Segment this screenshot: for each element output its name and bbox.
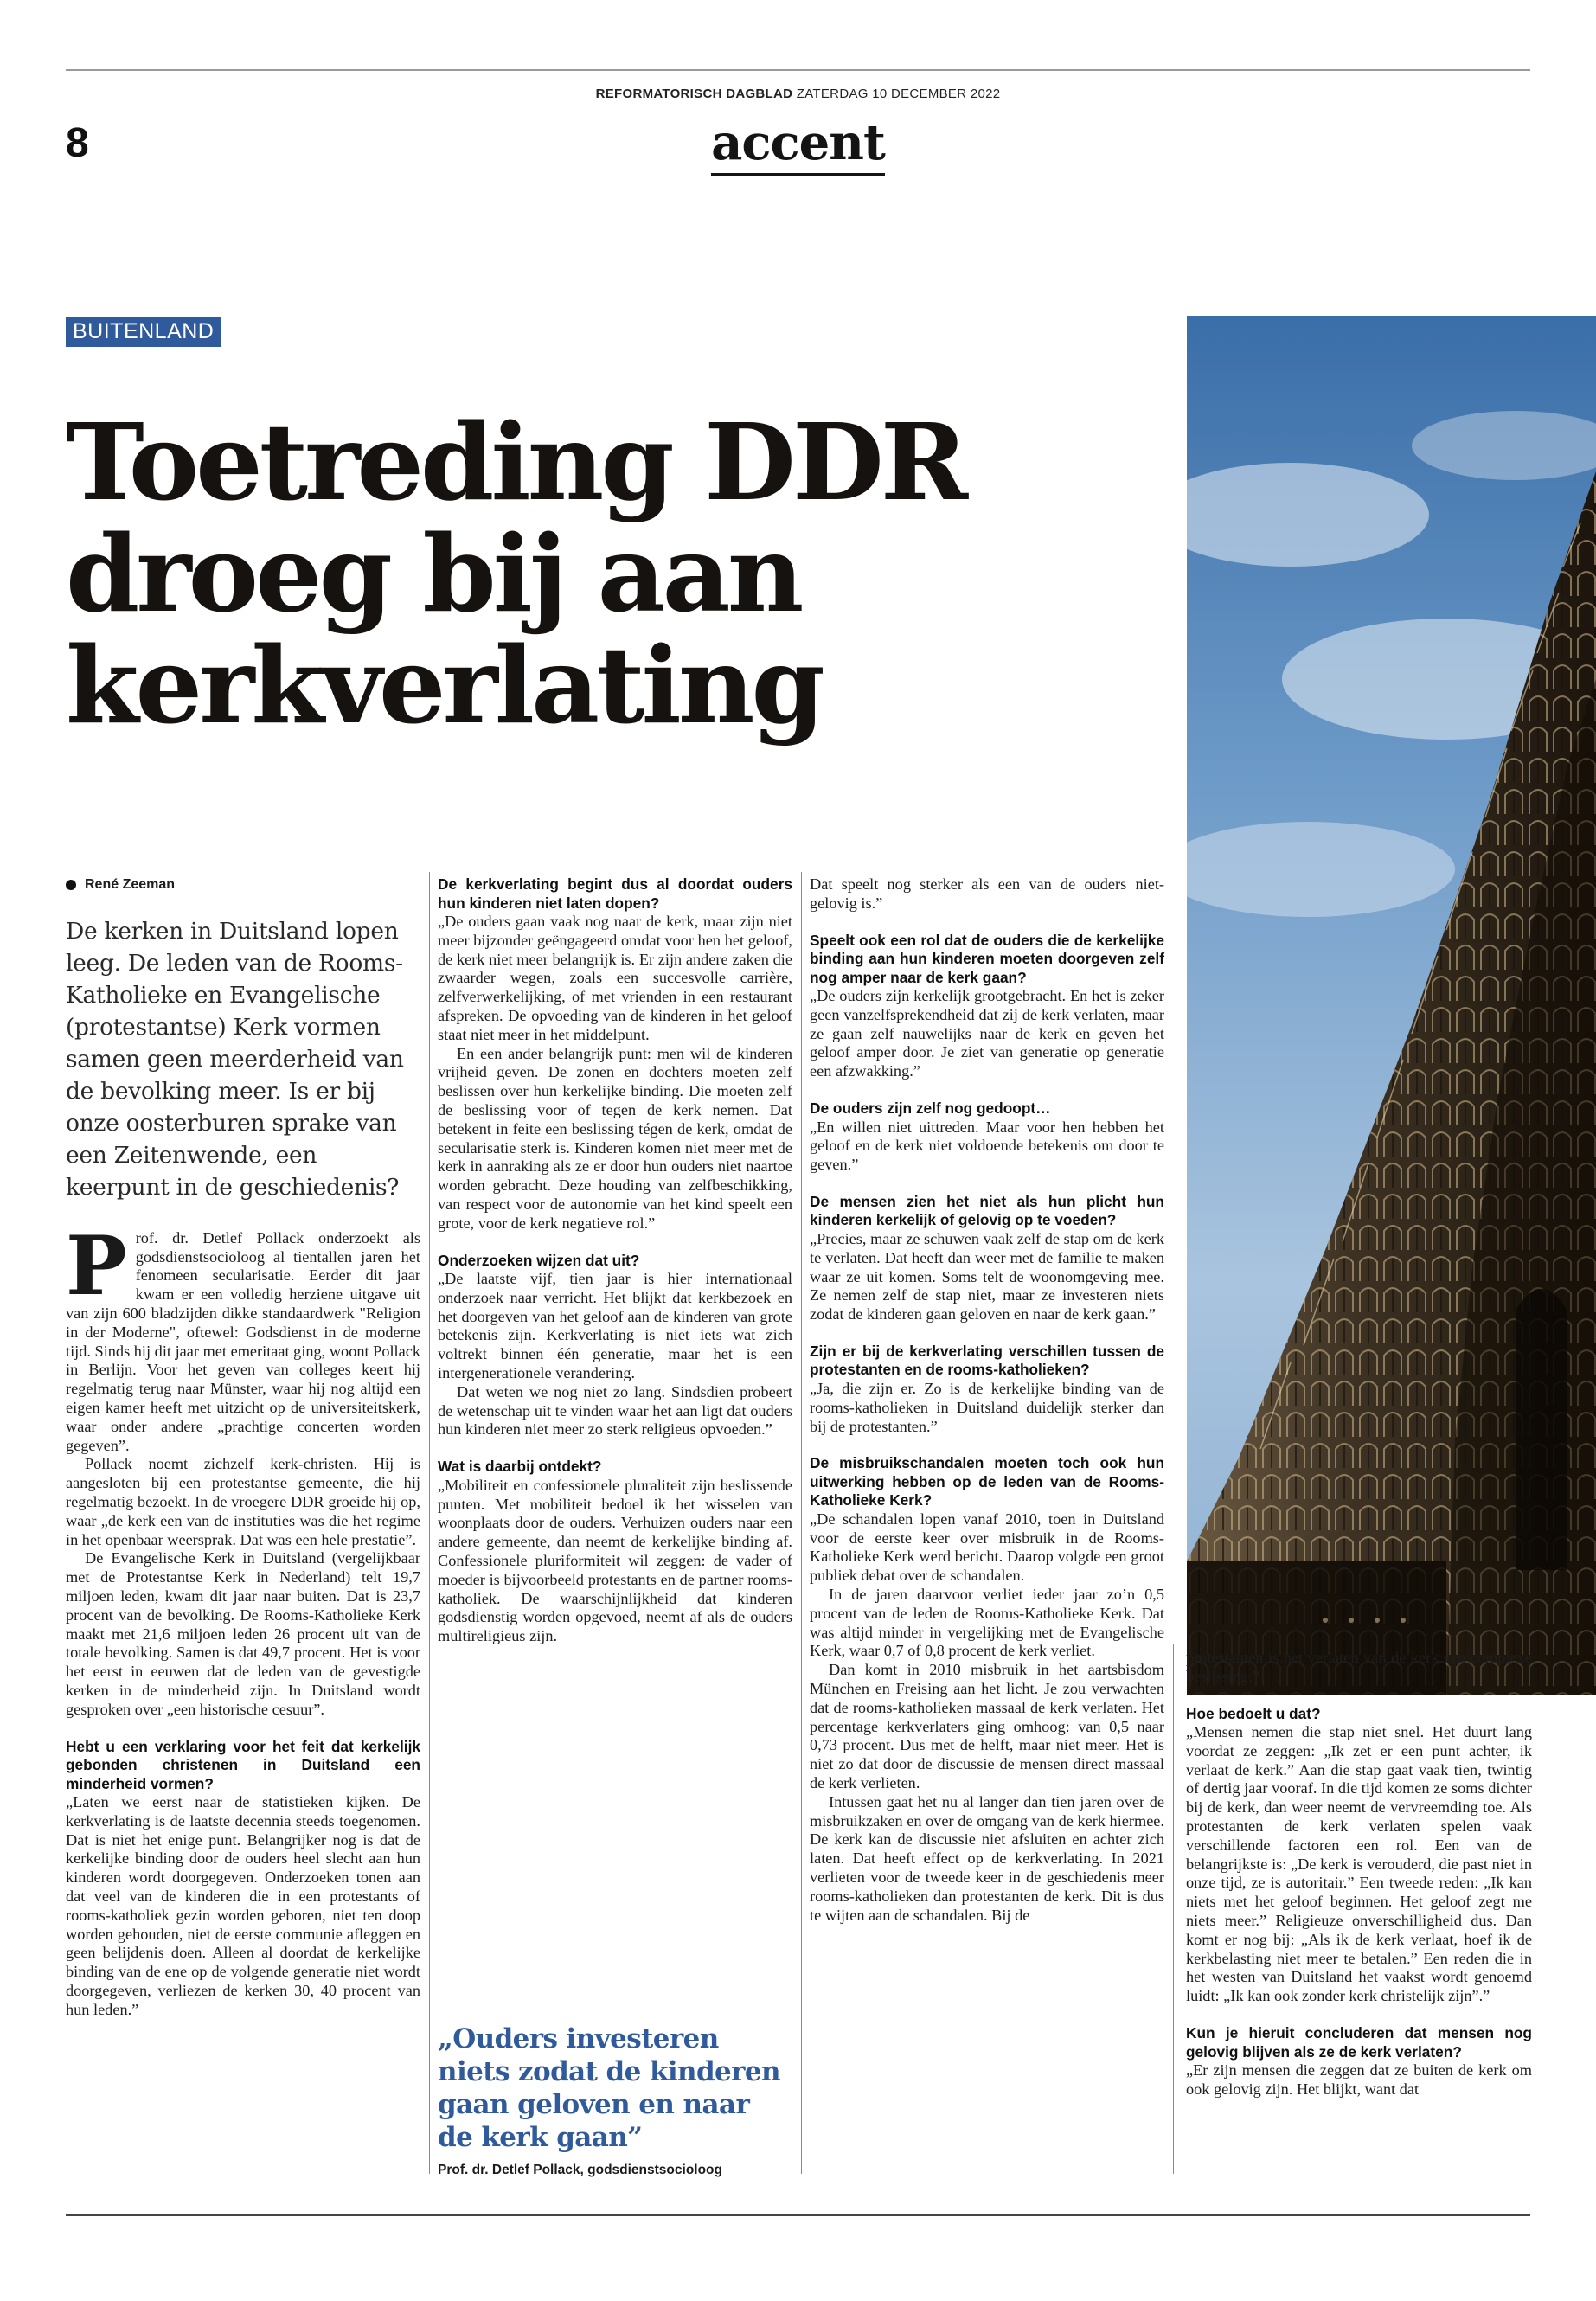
interview-answer: „Ja, die zijn er. Zo is de kerkelijke binding van de rooms-katholieken in Duitsland duidelijk sterker dan bij de protestanten.”: [810, 1379, 1164, 1435]
interview-answer: „Er zijn mensen die zeggen dat ze buiten de kerk om ook gelovig zijn. Het blijkt, want dat: [1186, 2061, 1532, 2098]
interview-answer: Dat weten we nog niet zo lang. Sindsdien probeert de wetenschap uit te vinden waar het aan ligt dat ouders hun kinderen niet meer zo sterk religieus opvoeden.”: [438, 1382, 792, 1439]
interview-answer: „De schandalen lopen vanaf 2010, toen in Duitsland voor de eerste keer over misbruik in de Rooms-Katholieke Kerk werd bericht. Daarop volgde een groot publiek debat over de schandalen.: [810, 1509, 1164, 1585]
interview-question: De kerkverlating begint dus al doordat ouders hun kinderen niet laten dopen?: [438, 875, 792, 912]
issue-date: ZATERDAG 10 DECEMBER 2022: [796, 87, 1001, 101]
interview-question: De ouders zijn zelf nog gedoopt…: [810, 1099, 1051, 1118]
interview-question: Kun je hieruit concluderen dat mensen nog gelovig blijven als ze de kerk verlaten?: [1186, 2024, 1532, 2061]
section-title: accent: [0, 114, 1596, 171]
interview-question: Wat is daarbij ontdekt?: [438, 1458, 602, 1476]
column-divider: [1173, 1644, 1174, 2174]
column-divider: [801, 872, 802, 2174]
bottom-rule: [66, 2214, 1530, 2216]
interview-answer: „Mobiliteit en confessionele pluraliteit zijn beslissende punten. Met mobiliteit bedoel ik het wisselen van woonplaats door de ouders. Verhuizen ouders naar een andere gemeente, dan neemt de kerkelijke binding af. Confessionele pluriformiteit wil zeggen: de vader of moeder is bijvoorbeeld protestants en de partner rooms-katholiek. De waarschijnlijkheid dat kinderen godsdienstig worden opgevoed, neemt af als de ouders multireligieus zijn.: [438, 1476, 792, 1645]
interview-question: Hoe bedoelt u dat?: [1186, 1704, 1321, 1722]
headline: [66, 400, 1138, 747]
paragraph: De Evangelische Kerk in Duitsland (vergelijkbaar met de Protestantse Kerk in Nederland) telt 19,7 miljoen leden, kwam dit jaar naar buiten. Dat is 23,7 procent van de bevolking. De Rooms-Katholieke Kerk maakt met 21,6 miljoen leden 26 procent uit van de totale bevolking. Samen is dat 49,7 procent. Het is voor het eerst in eeuwen dat de leden van de gevestigde kerken in de minderheid zijn. In Duitsland wordt gesproken over „een historische cesuur”.: [66, 1549, 420, 1718]
bullet-icon: [66, 880, 76, 890]
headline-line: Toetreding DDR: [66, 400, 965, 524]
page-number: 8: [66, 120, 89, 166]
column-2: [438, 875, 792, 1646]
column-3: [810, 875, 1164, 1925]
interview-question: Onderzoeken wijzen dat uit?: [438, 1251, 640, 1269]
pull-quote-text: „Ouders investeren niets zodat de kinderen gaan geloven en naar de kerk gaan”: [438, 2023, 780, 2153]
headline-line: droeg bij aan: [66, 511, 801, 636]
interview-answer: „De laatste vijf, tien jaar is hier internationaal onderzoek naar verricht. Het blijkt dat kerkbezoek en het doorgeven van het geloof aan de kinderen van grote betekenis zijn. Kerkverlating is niet iets wat zich voltrekt binnen één generatie, maar het is een intergenerationele verandering.: [438, 1270, 792, 1382]
interview-answer: „Mensen nemen die stap niet snel. Het duurt lang voordat ze zeggen: „Ik zet er een punt achter, ik verlaat de kerk.” Aan die stap gaat vaak tien, twintig of dertig jaar vooraf. In die tijd komen ze soms dichter bij de kerk, dan weer neemt de vervreemding toe. Als protestanten de kerk verlaten spelen vaak verschillende factoren een rol. Een van de belangrijkste is: „De kerk is verouderd, die past niet in onze tijd, ze is autoritair.” Een tweede reden: „Ik kan niets met het geloof beginnen. Het geloof zegt me niets meer.” Religieuze onverschilligheid dus. Dan komt er nog bij: „Als ik de kerk verlaat, hoef ik de kerkbelasting niet meer te betalen.” Een reden die in het westen van Duitsland het vaakst wordt genoemd luidt: „Ik kan ook zonder kerk christelijk zijn”.”: [1186, 1723, 1532, 2005]
interview-answer: Dan komt in 2010 misbruik in het aartsbisdom München en Freising aan het licht. Je zou verwachten dat de rooms-katholieken massaal de kerk verlaten. Het percentage kerkverlaters ging omhoog: van 0,5 naar 0,73 procent. Dus met de helft, maar niet meer. Het is niet zo dat door de discussie de mensen direct massaal de kerk verlieten.: [810, 1661, 1164, 1791]
drop-cap: P: [66, 1218, 127, 1314]
interview-answer: „En willen niet uittreden. Maar voor hen hebben het geloof en de kerk niet voldoende betekenis om door te geven.”: [810, 1118, 1164, 1174]
interview-question: Zijn er bij de kerkverlating verschillen tussen de protestanten en de rooms-katholieken?: [810, 1342, 1164, 1379]
newspaper-name: REFORMATORISCH DAGBLAD: [595, 87, 793, 101]
interview-answer: In de jaren daarvoor verliet ieder jaar zo’n 0,5 procent van de leden de Rooms-Katholieke Kerk. Dat was altijd minder in vergelijking met de Evangelische Kerk, waar 0,7 of 0,8 procent de kerk verliet.: [810, 1586, 1164, 1660]
top-rule: [66, 69, 1530, 71]
cathedral-photo-image: [1187, 316, 1596, 1695]
intro-text: De kerken in Duitsland lopen leeg. De leden van de Rooms-Katholieke en Evangelische (protestantse) Kerk vormen samen geen meerderheid van de bevolking meer. Is er bij onze oosterburen sprake van een Zeitenwende, een keerpunt in de geschiedenis?: [66, 917, 404, 1201]
interview-question: De misbruikschandalen moeten toch ook hun uitwerking hebben op de leden van de Rooms-Katholieke Kerk?: [810, 1454, 1164, 1509]
kicker-label: BUITENLAND: [66, 317, 221, 347]
paragraph: Prof. dr. Detlef Pollack onderzoekt als godsdienstsocioloog al tientallen jaren het fenomeen secularisatie. Eerder dit jaar kwam er een volledig herziene uitgave uit van zijn 600 bladzijden dikke standaardwerk "Religion in der Moderne", oftewel: Godsdienst in de moderne tijd. Sinds hij dit jaar met emeritaat ging, woont Pollack in Berlijn. Voor het geven van colleges keert hij regelmatig terug naar Münster, waar hij nog altijd een eigen kamer heeft met uitzicht op de universiteitskerk, waar onder andere „prachtige concerten worden gegeven”.: [66, 1218, 420, 1454]
headline-line: kerkverlating: [66, 623, 822, 747]
interview-question: De mensen zien het niet als hun plicht hun kinderen kerkelijk of gelovig op te voeden?: [810, 1192, 1164, 1229]
paragraph: protestanten is het verlaten van de kerk een complexe beslissing.”: [1186, 1649, 1532, 1685]
interview-question: Speelt ook een rol dat de ouders die de kerkelijke binding aan hun kinderen moeten doorgeven zelf nog amper naar de kerk gaan?: [810, 931, 1164, 986]
cathedral-photo: [1187, 316, 1596, 1695]
interview-answer: „De ouders gaan vaak nog naar de kerk, maar zijn niet meer bijzonder geëngageerd omdat voor hen het geloof, de kerk niet meer belangrijk is. Er zijn andere zaken die zwaarder wegen, zoals een succesvolle carrière, zelfverwerkelijking, of met vrienden in een restaurant afspreken. De opvoeding van de kinderen in het geloof staat niet meer in het middelpunt.: [438, 913, 792, 1043]
interview-answer: „Laten we eerst naar de statistieken kijken. De kerkverlating is de laatste decennia steeds toegenomen. Dat is niet het enige punt. Belangrijker nog is dat de kerkelijke binding door de ouders heel slecht aan hun kinderen wordt doorgegeven. Onderzoeken tonen aan dat veel van de kinderen die in een protestants of rooms-katholiek gezin worden geboren, niet ten doop worden gehouden, niet de eerste communie afleggen en geen belijdenis doen. Alleen al doordat de kerkelijke binding van de ene op de volgende generatie niet wordt doorgegeven, verliezen de kerken 30, 40 procent van hun leden.”: [66, 1793, 420, 2018]
column-4: [1186, 1649, 1532, 2099]
column-divider: [429, 872, 430, 2174]
interview-answer: En een ander belangrijk punt: men wil de kinderen vrijheid geven. De zonen en dochters moeten zelf beslissen over hun kerkelijke binding. Die moeten zelf de beslissing voor of tegen de kerk nemen. Dat betekent in feite een beslissing tégen de kerk, omdat de secularisatie sterk is. Kinderen komen niet meer met de kerk in aanraking als ze er door hun ouders niet naartoe worden gebracht. Deze houding van zelfbeschikking, van respect voor de autonomie van het kind speelt een grote, voor de kerk negatieve rol.”: [438, 1044, 792, 1232]
paragraph: Dat speelt nog sterker als een van de ouders niet-gelovig is.”: [810, 875, 1164, 912]
interview-answer: Intussen gaat het nu al langer dan tien jaren over de misbruikzaken en over de omgang van de kerk hiermee. De kerk kan de discussie niet afsluiten en achter zich laten. Dat heeft effect op de kerkverlating. In 2021 verlieten voor de tweede keer in de geschiedenis meer rooms-katholieken dan protestanten de kerk. Dit is dus te wijten aan de schandalen. Bij de: [810, 1792, 1164, 1924]
pull-quote: [438, 2022, 792, 2178]
column-1: [66, 875, 420, 2020]
paragraph: Pollack noemt zichzelf kerk-christen. Hij is aangesloten bij een protestantse gemeente, die hij regelmatig bezoekt. In de vroegere DDR groeide hij op, waar „de kerk een van de instituties was die het regime in het openbaar weersprak. Dat was een hele prestatie”.: [66, 1455, 420, 1548]
masthead: [66, 87, 1530, 101]
author-name: René Zeeman: [85, 877, 176, 892]
byline: [66, 875, 420, 894]
interview-answer: „De ouders zijn kerkelijk grootgebracht. En het is zeker geen vanzelfsprekendheid dat zij de kerk verlaten, maar ze gaan zelf nauwelijks naar de kerk en geven het geloof amper door. Je ziet van generatie op generatie een afzwakking.”: [810, 987, 1164, 1080]
interview-answer: „Precies, maar ze schuwen vaak zelf de stap om de kerk te verlaten. Dat heeft dan weer met de familie te maken waar ze uit komen. Soms telt de woonomgeving mee. Ze nemen zelf de stap niet, maar ze investeren niets zodat de kinderen gaan geloven en naar de kerk gaan.”: [810, 1229, 1164, 1324]
pull-quote-source: Prof. dr. Detlef Pollack, godsdienstsocioloog: [438, 2163, 722, 2177]
interview-question: Hebt u een verklaring voor het feit dat kerkelijk gebonden christenen in Duitsland een minderheid vormen?: [66, 1737, 420, 1792]
